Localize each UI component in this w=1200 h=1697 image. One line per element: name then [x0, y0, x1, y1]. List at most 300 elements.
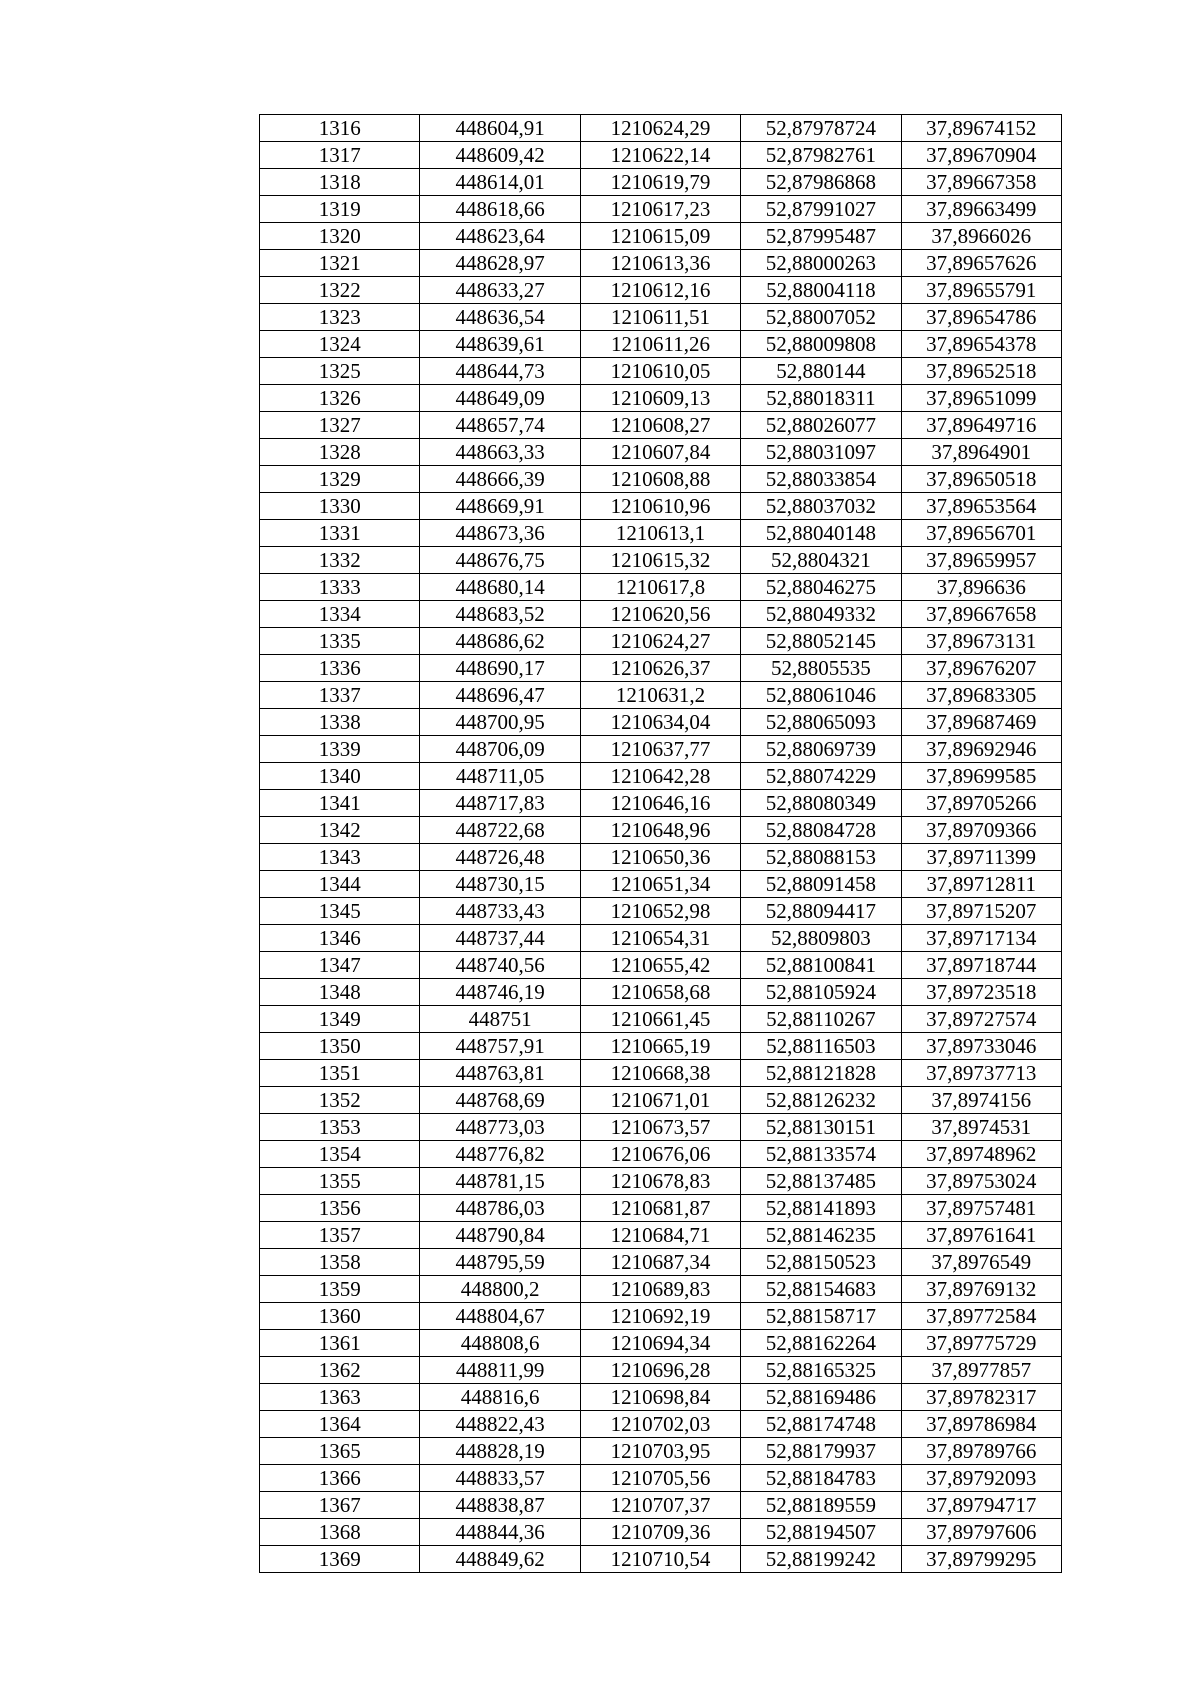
point-number-cell: 1361 — [260, 1330, 420, 1357]
longitude-cell: 37,8966026 — [901, 223, 1061, 250]
y-coordinate-cell: 1210610,96 — [580, 493, 740, 520]
longitude-cell: 37,89733046 — [901, 1033, 1061, 1060]
point-number-cell: 1348 — [260, 979, 420, 1006]
y-coordinate-cell: 1210654,31 — [580, 925, 740, 952]
latitude-cell: 52,88065093 — [741, 709, 901, 736]
table-row — [260, 709, 1062, 736]
y-coordinate-cell: 1210689,83 — [580, 1276, 740, 1303]
longitude-cell: 37,89727574 — [901, 1006, 1061, 1033]
point-number-cell: 1326 — [260, 385, 420, 412]
longitude-cell: 37,89761641 — [901, 1222, 1061, 1249]
x-coordinate-cell: 448804,67 — [420, 1303, 580, 1330]
x-coordinate-cell: 448737,44 — [420, 925, 580, 952]
longitude-cell: 37,89709366 — [901, 817, 1061, 844]
table-row — [260, 1303, 1062, 1330]
x-coordinate-cell: 448795,59 — [420, 1249, 580, 1276]
y-coordinate-cell: 1210642,28 — [580, 763, 740, 790]
longitude-cell: 37,89757481 — [901, 1195, 1061, 1222]
y-coordinate-cell: 1210678,83 — [580, 1168, 740, 1195]
latitude-cell: 52,88074229 — [741, 763, 901, 790]
latitude-cell: 52,88037032 — [741, 493, 901, 520]
table-row — [260, 412, 1062, 439]
point-number-cell: 1320 — [260, 223, 420, 250]
table-row — [260, 1006, 1062, 1033]
table-row — [260, 439, 1062, 466]
y-coordinate-cell: 1210671,01 — [580, 1087, 740, 1114]
table-row — [260, 979, 1062, 1006]
latitude-cell: 52,88049332 — [741, 601, 901, 628]
y-coordinate-cell: 1210648,96 — [580, 817, 740, 844]
y-coordinate-cell: 1210681,87 — [580, 1195, 740, 1222]
longitude-cell: 37,8977857 — [901, 1357, 1061, 1384]
longitude-cell: 37,89699585 — [901, 763, 1061, 790]
x-coordinate-cell: 448730,15 — [420, 871, 580, 898]
point-number-cell: 1331 — [260, 520, 420, 547]
table-row — [260, 304, 1062, 331]
longitude-cell: 37,89655791 — [901, 277, 1061, 304]
point-number-cell: 1346 — [260, 925, 420, 952]
y-coordinate-cell: 1210655,42 — [580, 952, 740, 979]
table-row — [260, 385, 1062, 412]
y-coordinate-cell: 1210624,27 — [580, 628, 740, 655]
x-coordinate-cell: 448763,81 — [420, 1060, 580, 1087]
longitude-cell: 37,89670904 — [901, 142, 1061, 169]
latitude-cell: 52,88080349 — [741, 790, 901, 817]
table-row — [260, 1141, 1062, 1168]
table-row — [260, 1330, 1062, 1357]
latitude-cell: 52,8809803 — [741, 925, 901, 952]
latitude-cell: 52,88110267 — [741, 1006, 901, 1033]
longitude-cell: 37,89769132 — [901, 1276, 1061, 1303]
latitude-cell: 52,88105924 — [741, 979, 901, 1006]
point-number-cell: 1349 — [260, 1006, 420, 1033]
y-coordinate-cell: 1210684,71 — [580, 1222, 740, 1249]
x-coordinate-cell: 448768,69 — [420, 1087, 580, 1114]
x-coordinate-cell: 448706,09 — [420, 736, 580, 763]
y-coordinate-cell: 1210652,98 — [580, 898, 740, 925]
latitude-cell: 52,88137485 — [741, 1168, 901, 1195]
x-coordinate-cell: 448722,68 — [420, 817, 580, 844]
y-coordinate-cell: 1210607,84 — [580, 439, 740, 466]
y-coordinate-cell: 1210665,19 — [580, 1033, 740, 1060]
y-coordinate-cell: 1210709,36 — [580, 1519, 740, 1546]
y-coordinate-cell: 1210707,37 — [580, 1492, 740, 1519]
table-row — [260, 574, 1062, 601]
y-coordinate-cell: 1210613,1 — [580, 520, 740, 547]
x-coordinate-cell: 448690,17 — [420, 655, 580, 682]
latitude-cell: 52,88158717 — [741, 1303, 901, 1330]
point-number-cell: 1341 — [260, 790, 420, 817]
x-coordinate-cell: 448680,14 — [420, 574, 580, 601]
point-number-cell: 1352 — [260, 1087, 420, 1114]
longitude-cell: 37,8974531 — [901, 1114, 1061, 1141]
coordinates-table — [259, 114, 1062, 1573]
latitude-cell: 52,88184783 — [741, 1465, 901, 1492]
longitude-cell: 37,89650518 — [901, 466, 1061, 493]
latitude-cell: 52,87995487 — [741, 223, 901, 250]
longitude-cell: 37,89667358 — [901, 169, 1061, 196]
latitude-cell: 52,88004118 — [741, 277, 901, 304]
table-row — [260, 142, 1062, 169]
latitude-cell: 52,8805535 — [741, 655, 901, 682]
latitude-cell: 52,88146235 — [741, 1222, 901, 1249]
table-row — [260, 655, 1062, 682]
latitude-cell: 52,88150523 — [741, 1249, 901, 1276]
x-coordinate-cell: 448644,73 — [420, 358, 580, 385]
table-row — [260, 1249, 1062, 1276]
y-coordinate-cell: 1210650,36 — [580, 844, 740, 871]
longitude-cell: 37,89775729 — [901, 1330, 1061, 1357]
x-coordinate-cell: 448828,19 — [420, 1438, 580, 1465]
y-coordinate-cell: 1210617,8 — [580, 574, 740, 601]
point-number-cell: 1335 — [260, 628, 420, 655]
point-number-cell: 1337 — [260, 682, 420, 709]
table-row — [260, 790, 1062, 817]
x-coordinate-cell: 448636,54 — [420, 304, 580, 331]
y-coordinate-cell: 1210661,45 — [580, 1006, 740, 1033]
point-number-cell: 1359 — [260, 1276, 420, 1303]
point-number-cell: 1344 — [260, 871, 420, 898]
point-number-cell: 1328 — [260, 439, 420, 466]
x-coordinate-cell: 448673,36 — [420, 520, 580, 547]
x-coordinate-cell: 448833,57 — [420, 1465, 580, 1492]
longitude-cell: 37,89676207 — [901, 655, 1061, 682]
point-number-cell: 1324 — [260, 331, 420, 358]
y-coordinate-cell: 1210658,68 — [580, 979, 740, 1006]
point-number-cell: 1322 — [260, 277, 420, 304]
latitude-cell: 52,87986868 — [741, 169, 901, 196]
longitude-cell: 37,89652518 — [901, 358, 1061, 385]
x-coordinate-cell: 448649,09 — [420, 385, 580, 412]
latitude-cell: 52,88126232 — [741, 1087, 901, 1114]
point-number-cell: 1321 — [260, 250, 420, 277]
latitude-cell: 52,88040148 — [741, 520, 901, 547]
longitude-cell: 37,89717134 — [901, 925, 1061, 952]
point-number-cell: 1339 — [260, 736, 420, 763]
table-row — [260, 196, 1062, 223]
point-number-cell: 1362 — [260, 1357, 420, 1384]
point-number-cell: 1340 — [260, 763, 420, 790]
point-number-cell: 1355 — [260, 1168, 420, 1195]
table-row — [260, 223, 1062, 250]
latitude-cell: 52,88084728 — [741, 817, 901, 844]
point-number-cell: 1350 — [260, 1033, 420, 1060]
longitude-cell: 37,89715207 — [901, 898, 1061, 925]
x-coordinate-cell: 448733,43 — [420, 898, 580, 925]
table-row — [260, 1195, 1062, 1222]
point-number-cell: 1368 — [260, 1519, 420, 1546]
longitude-cell: 37,896636 — [901, 574, 1061, 601]
y-coordinate-cell: 1210694,34 — [580, 1330, 740, 1357]
x-coordinate-cell: 448849,62 — [420, 1546, 580, 1573]
longitude-cell: 37,89772584 — [901, 1303, 1061, 1330]
table-row — [260, 115, 1062, 142]
y-coordinate-cell: 1210673,57 — [580, 1114, 740, 1141]
point-number-cell: 1325 — [260, 358, 420, 385]
latitude-cell: 52,88018311 — [741, 385, 901, 412]
table-row — [260, 1492, 1062, 1519]
latitude-cell: 52,88091458 — [741, 871, 901, 898]
latitude-cell: 52,88026077 — [741, 412, 901, 439]
point-number-cell: 1364 — [260, 1411, 420, 1438]
longitude-cell: 37,89651099 — [901, 385, 1061, 412]
table-row — [260, 466, 1062, 493]
table-row — [260, 1033, 1062, 1060]
latitude-cell: 52,88133574 — [741, 1141, 901, 1168]
x-coordinate-cell: 448604,91 — [420, 115, 580, 142]
longitude-cell: 37,89674152 — [901, 115, 1061, 142]
latitude-cell: 52,88100841 — [741, 952, 901, 979]
latitude-cell: 52,88199242 — [741, 1546, 901, 1573]
table-row — [260, 358, 1062, 385]
table-row — [260, 1465, 1062, 1492]
y-coordinate-cell: 1210610,05 — [580, 358, 740, 385]
x-coordinate-cell: 448676,75 — [420, 547, 580, 574]
table-row — [260, 1222, 1062, 1249]
x-coordinate-cell: 448669,91 — [420, 493, 580, 520]
x-coordinate-cell: 448808,6 — [420, 1330, 580, 1357]
x-coordinate-cell: 448838,87 — [420, 1492, 580, 1519]
latitude-cell: 52,8804321 — [741, 547, 901, 574]
latitude-cell: 52,87982761 — [741, 142, 901, 169]
x-coordinate-cell: 448614,01 — [420, 169, 580, 196]
x-coordinate-cell: 448717,83 — [420, 790, 580, 817]
latitude-cell: 52,88061046 — [741, 682, 901, 709]
x-coordinate-cell: 448683,52 — [420, 601, 580, 628]
table-row — [260, 169, 1062, 196]
x-coordinate-cell: 448663,33 — [420, 439, 580, 466]
x-coordinate-cell: 448757,91 — [420, 1033, 580, 1060]
x-coordinate-cell: 448746,19 — [420, 979, 580, 1006]
longitude-cell: 37,8976549 — [901, 1249, 1061, 1276]
y-coordinate-cell: 1210705,56 — [580, 1465, 740, 1492]
x-coordinate-cell: 448811,99 — [420, 1357, 580, 1384]
y-coordinate-cell: 1210634,04 — [580, 709, 740, 736]
table-row — [260, 1519, 1062, 1546]
x-coordinate-cell: 448633,27 — [420, 277, 580, 304]
point-number-cell: 1354 — [260, 1141, 420, 1168]
latitude-cell: 52,88141893 — [741, 1195, 901, 1222]
table-row — [260, 1384, 1062, 1411]
longitude-cell: 37,89711399 — [901, 844, 1061, 871]
x-coordinate-cell: 448800,2 — [420, 1276, 580, 1303]
y-coordinate-cell: 1210608,88 — [580, 466, 740, 493]
table-row — [260, 1087, 1062, 1114]
y-coordinate-cell: 1210611,51 — [580, 304, 740, 331]
longitude-cell: 37,89737713 — [901, 1060, 1061, 1087]
point-number-cell: 1369 — [260, 1546, 420, 1573]
y-coordinate-cell: 1210615,32 — [580, 547, 740, 574]
table-row — [260, 736, 1062, 763]
table-row — [260, 1411, 1062, 1438]
latitude-cell: 52,88031097 — [741, 439, 901, 466]
latitude-cell: 52,88052145 — [741, 628, 901, 655]
table-row — [260, 925, 1062, 952]
point-number-cell: 1343 — [260, 844, 420, 871]
latitude-cell: 52,88194507 — [741, 1519, 901, 1546]
y-coordinate-cell: 1210702,03 — [580, 1411, 740, 1438]
longitude-cell: 37,89782317 — [901, 1384, 1061, 1411]
point-number-cell: 1317 — [260, 142, 420, 169]
table-row — [260, 331, 1062, 358]
point-number-cell: 1327 — [260, 412, 420, 439]
table-row — [260, 493, 1062, 520]
x-coordinate-cell: 448696,47 — [420, 682, 580, 709]
latitude-cell: 52,88162264 — [741, 1330, 901, 1357]
latitude-cell: 52,88169486 — [741, 1384, 901, 1411]
x-coordinate-cell: 448751 — [420, 1006, 580, 1033]
latitude-cell: 52,88069739 — [741, 736, 901, 763]
x-coordinate-cell: 448609,42 — [420, 142, 580, 169]
latitude-cell: 52,88174748 — [741, 1411, 901, 1438]
y-coordinate-cell: 1210626,37 — [580, 655, 740, 682]
y-coordinate-cell: 1210612,16 — [580, 277, 740, 304]
longitude-cell: 37,89659957 — [901, 547, 1061, 574]
longitude-cell: 37,89663499 — [901, 196, 1061, 223]
point-number-cell: 1336 — [260, 655, 420, 682]
x-coordinate-cell: 448666,39 — [420, 466, 580, 493]
point-number-cell: 1358 — [260, 1249, 420, 1276]
x-coordinate-cell: 448844,36 — [420, 1519, 580, 1546]
y-coordinate-cell: 1210651,34 — [580, 871, 740, 898]
longitude-cell: 37,89656701 — [901, 520, 1061, 547]
longitude-cell: 37,89654378 — [901, 331, 1061, 358]
point-number-cell: 1347 — [260, 952, 420, 979]
latitude-cell: 52,88094417 — [741, 898, 901, 925]
latitude-cell: 52,88179937 — [741, 1438, 901, 1465]
y-coordinate-cell: 1210710,54 — [580, 1546, 740, 1573]
point-number-cell: 1360 — [260, 1303, 420, 1330]
point-number-cell: 1342 — [260, 817, 420, 844]
longitude-cell: 37,89712811 — [901, 871, 1061, 898]
longitude-cell: 37,89667658 — [901, 601, 1061, 628]
x-coordinate-cell: 448822,43 — [420, 1411, 580, 1438]
x-coordinate-cell: 448786,03 — [420, 1195, 580, 1222]
y-coordinate-cell: 1210696,28 — [580, 1357, 740, 1384]
table-row — [260, 817, 1062, 844]
latitude-cell: 52,88116503 — [741, 1033, 901, 1060]
x-coordinate-cell: 448711,05 — [420, 763, 580, 790]
point-number-cell: 1345 — [260, 898, 420, 925]
y-coordinate-cell: 1210692,19 — [580, 1303, 740, 1330]
x-coordinate-cell: 448628,97 — [420, 250, 580, 277]
point-number-cell: 1319 — [260, 196, 420, 223]
y-coordinate-cell: 1210637,77 — [580, 736, 740, 763]
point-number-cell: 1334 — [260, 601, 420, 628]
longitude-cell: 37,89789766 — [901, 1438, 1061, 1465]
longitude-cell: 37,89654786 — [901, 304, 1061, 331]
table-row — [260, 898, 1062, 925]
y-coordinate-cell: 1210609,13 — [580, 385, 740, 412]
x-coordinate-cell: 448790,84 — [420, 1222, 580, 1249]
latitude-cell: 52,88007052 — [741, 304, 901, 331]
point-number-cell: 1351 — [260, 1060, 420, 1087]
table-row — [260, 1276, 1062, 1303]
table-row — [260, 628, 1062, 655]
longitude-cell: 37,89687469 — [901, 709, 1061, 736]
y-coordinate-cell: 1210646,16 — [580, 790, 740, 817]
longitude-cell: 37,89718744 — [901, 952, 1061, 979]
table-row — [260, 1546, 1062, 1573]
latitude-cell: 52,88130151 — [741, 1114, 901, 1141]
table-row — [260, 682, 1062, 709]
x-coordinate-cell: 448639,61 — [420, 331, 580, 358]
point-number-cell: 1316 — [260, 115, 420, 142]
table-row — [260, 952, 1062, 979]
table-row — [260, 601, 1062, 628]
y-coordinate-cell: 1210613,36 — [580, 250, 740, 277]
longitude-cell: 37,89705266 — [901, 790, 1061, 817]
point-number-cell: 1366 — [260, 1465, 420, 1492]
y-coordinate-cell: 1210615,09 — [580, 223, 740, 250]
point-number-cell: 1363 — [260, 1384, 420, 1411]
x-coordinate-cell: 448816,6 — [420, 1384, 580, 1411]
latitude-cell: 52,88154683 — [741, 1276, 901, 1303]
longitude-cell: 37,8964901 — [901, 439, 1061, 466]
latitude-cell: 52,88009808 — [741, 331, 901, 358]
latitude-cell: 52,88189559 — [741, 1492, 901, 1519]
point-number-cell: 1357 — [260, 1222, 420, 1249]
x-coordinate-cell: 448781,15 — [420, 1168, 580, 1195]
table-row — [260, 547, 1062, 574]
latitude-cell: 52,88165325 — [741, 1357, 901, 1384]
x-coordinate-cell: 448618,66 — [420, 196, 580, 223]
longitude-cell: 37,89792093 — [901, 1465, 1061, 1492]
point-number-cell: 1365 — [260, 1438, 420, 1465]
longitude-cell: 37,89723518 — [901, 979, 1061, 1006]
point-number-cell: 1323 — [260, 304, 420, 331]
longitude-cell: 37,89797606 — [901, 1519, 1061, 1546]
x-coordinate-cell: 448700,95 — [420, 709, 580, 736]
y-coordinate-cell: 1210698,84 — [580, 1384, 740, 1411]
y-coordinate-cell: 1210622,14 — [580, 142, 740, 169]
longitude-cell: 37,89657626 — [901, 250, 1061, 277]
y-coordinate-cell: 1210608,27 — [580, 412, 740, 439]
point-number-cell: 1338 — [260, 709, 420, 736]
table-row — [260, 1060, 1062, 1087]
longitude-cell: 37,89683305 — [901, 682, 1061, 709]
longitude-cell: 37,89786984 — [901, 1411, 1061, 1438]
point-number-cell: 1329 — [260, 466, 420, 493]
longitude-cell: 37,89653564 — [901, 493, 1061, 520]
point-number-cell: 1318 — [260, 169, 420, 196]
longitude-cell: 37,89692946 — [901, 736, 1061, 763]
latitude-cell: 52,88088153 — [741, 844, 901, 871]
point-number-cell: 1367 — [260, 1492, 420, 1519]
latitude-cell: 52,88033854 — [741, 466, 901, 493]
latitude-cell: 52,87991027 — [741, 196, 901, 223]
y-coordinate-cell: 1210619,79 — [580, 169, 740, 196]
table-row — [260, 277, 1062, 304]
latitude-cell: 52,87978724 — [741, 115, 901, 142]
point-number-cell: 1333 — [260, 574, 420, 601]
table-row — [260, 1114, 1062, 1141]
table-row — [260, 871, 1062, 898]
longitude-cell: 37,89673131 — [901, 628, 1061, 655]
latitude-cell: 52,880144 — [741, 358, 901, 385]
point-number-cell: 1332 — [260, 547, 420, 574]
x-coordinate-cell: 448726,48 — [420, 844, 580, 871]
x-coordinate-cell: 448686,62 — [420, 628, 580, 655]
longitude-cell: 37,89794717 — [901, 1492, 1061, 1519]
coordinates-table-body — [260, 115, 1062, 1573]
table-row — [260, 763, 1062, 790]
table-row — [260, 520, 1062, 547]
longitude-cell: 37,89649716 — [901, 412, 1061, 439]
y-coordinate-cell: 1210624,29 — [580, 115, 740, 142]
y-coordinate-cell: 1210676,06 — [580, 1141, 740, 1168]
longitude-cell: 37,8974156 — [901, 1087, 1061, 1114]
